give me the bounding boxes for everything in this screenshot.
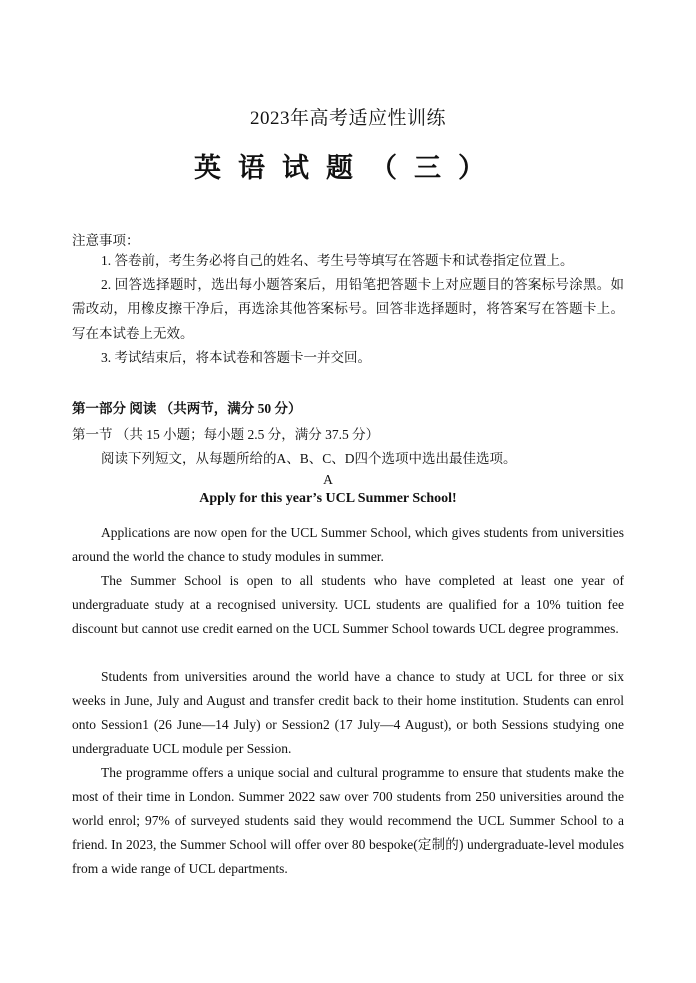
- section-instruction: 阅读下列短文，从每题所给的A、B、C、D四个选项中选出最佳选项。: [101, 451, 517, 466]
- section-title: 第一节 （共 15 小题；每小题 2.5 分，满分 37.5 分）: [72, 427, 380, 442]
- passage-title: Apply for this year’s UCL Summer School!: [199, 491, 457, 506]
- notice-item-1: 1. 答卷前，考生务必将自己的姓名、考生号等填写在答题卡和试卷指定位置上。: [101, 253, 574, 268]
- exam-title: 2023年高考适应性训练: [249, 108, 446, 129]
- passage-label: A: [323, 472, 333, 487]
- notice-item-2: 2. 回答选择题时，选出每小题答案后，用铅笔把答题卡上对应题目的答案标号涂黑。如需改动，用橡皮擦干净后，再选涂其他答案标号。回答非选择题时，将答案写在答题卡上。写在本试卷上无效。: [72, 277, 624, 341]
- subject-title: 英语试题（三）: [194, 153, 502, 184]
- passage-paragraph: Students from universities around the world have a chance to study at UCL for three or six weeks in June, July and August and transfer credit back to their home institution. Students can enrol onto Session1 (26 June—14 July) or Session2 (17 July—4 August), or both Sessions studying one undergraduate UCL module per Session.: [72, 669, 624, 756]
- passage-paragraph: Applications are now open for the UCL Summer School, which gives students from universities around the world the chance to study modules in summer.: [72, 525, 624, 564]
- part-title: 第一部分 阅读 （共两节，满分 50 分）: [72, 401, 302, 416]
- notice-heading: 注意事项：: [72, 233, 140, 248]
- passage-paragraph: The programme offers a unique social and cultural programme to ensure that students make the most of their time in London. Summer 2022 saw over 700 students from 250 universities around the world enrol; 97% of surveyed students said they would recommend the UCL Summer School to a friend. In 2023, the Summer School will offer over 80 bespoke(定制的) undergraduate-level modules from a wide range of UCL departments.: [72, 765, 624, 876]
- notice-item-3: 3. 考试结束后，将本试卷和答题卡一并交回。: [101, 350, 371, 365]
- passage-paragraph: The Summer School is open to all students who have completed at least one year of undergraduate study at a recognised university. UCL students are qualified for a 10% tuition fee discount but cannot use credit earned on the UCL Summer School towards UCL degree programmes.: [72, 573, 624, 636]
